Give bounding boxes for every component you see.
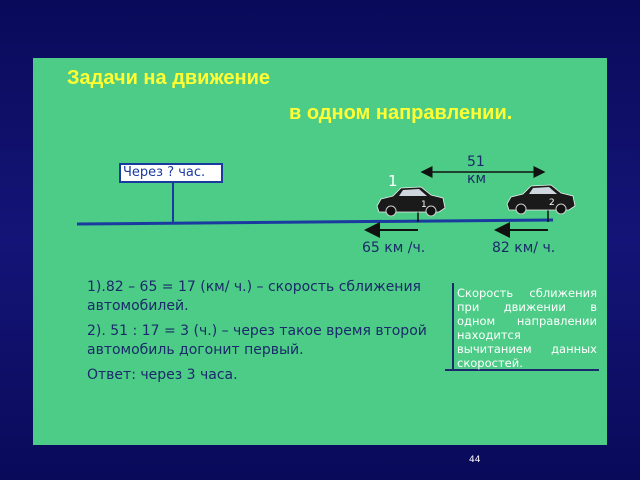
question-box: Через ? час. [119,163,223,183]
title-line-1: Задачи на движение [67,67,271,89]
car1-badge: 1 [421,200,427,210]
distance-label: 51 км [467,154,487,187]
solution-block [87,278,472,391]
solution-step-2: 2). 51 : 17 = 3 (ч.) – через такое время второй автомобиль догонит первый. [87,323,427,358]
car-icon [377,187,445,216]
car-icon [507,185,575,214]
car2-badge: 2 [549,198,555,208]
slide-panel [33,58,607,465]
speed-car2: 82 км/ ч. [492,240,556,256]
solution-step-1: 1).82 – 65 = 17 (км/ ч.) – скорость сближения автомобилей. [87,279,421,314]
solution-answer: Ответ: через 3 часа. [87,367,238,383]
car1-label: 1 [388,172,398,190]
page-number: 44 [469,455,481,465]
road-line [77,220,553,224]
speed-car1: 65 км /ч. [362,240,426,256]
rule-note: Скорость сближения при движении в одном направлении находится вычитанием данных скоростей. [457,286,597,370]
title-line-2: в одном направлении. [289,102,513,124]
